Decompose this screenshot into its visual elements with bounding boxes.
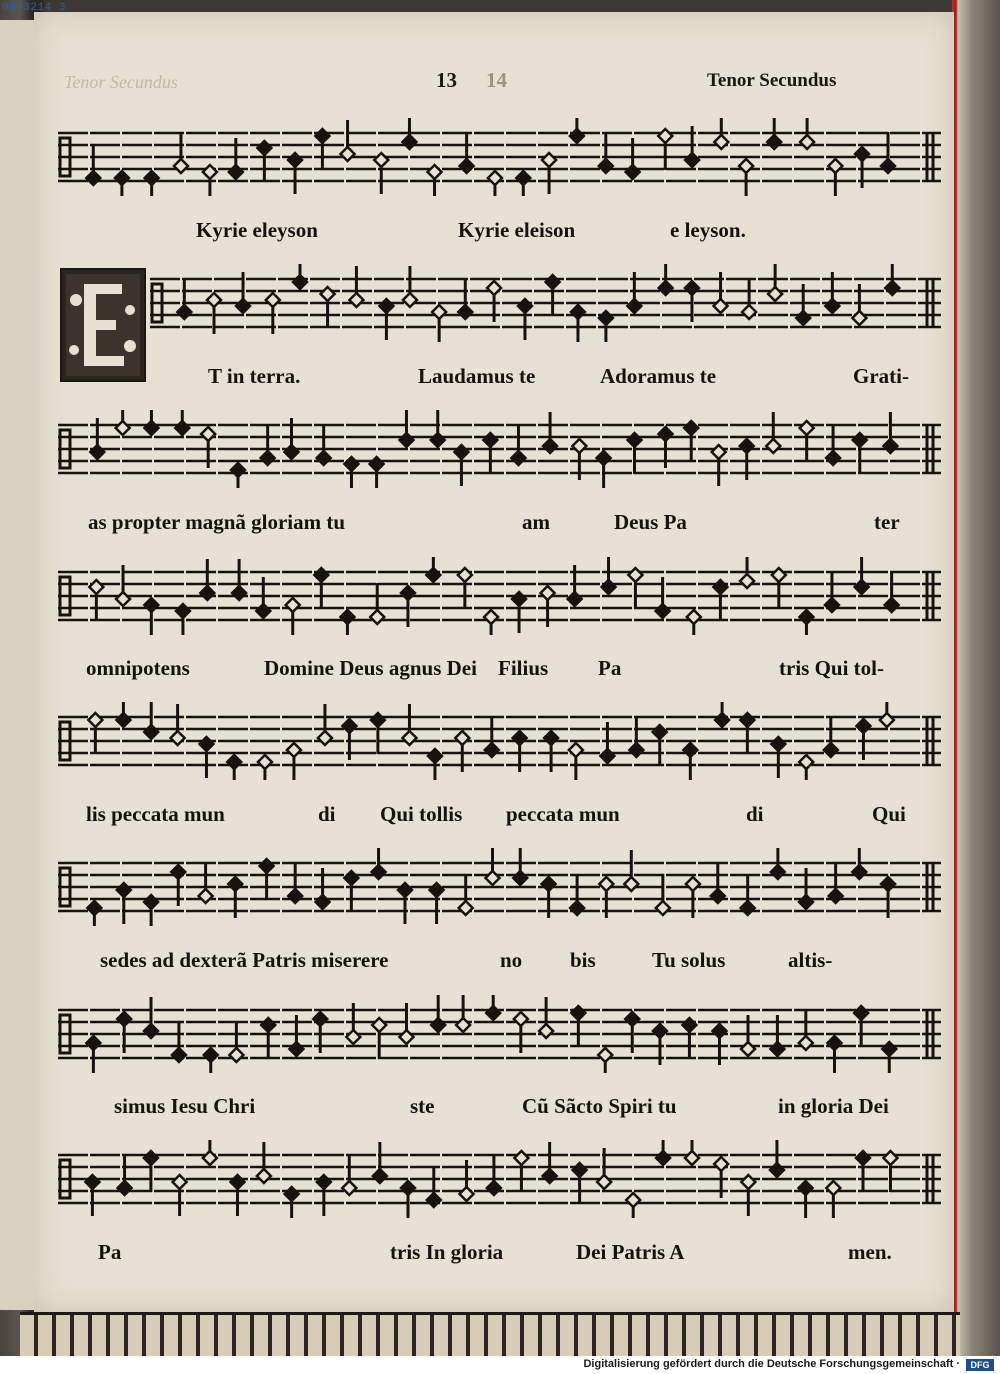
note-glyph [883, 1151, 897, 1192]
lyric-text: ter [874, 510, 900, 534]
note-glyph [229, 1021, 243, 1062]
note-glyph [89, 580, 103, 621]
note-glyph [599, 132, 613, 173]
note-glyph [199, 862, 213, 903]
note-glyph [683, 743, 697, 780]
lyric-text: Dei Patris A [576, 1240, 685, 1264]
lyric-text: in gloria Dei [778, 1094, 889, 1118]
note-glyph [512, 592, 526, 633]
note-glyph [200, 559, 214, 600]
music-staff [58, 116, 941, 198]
lyric-text: di [318, 802, 336, 826]
note-glyph [458, 278, 472, 319]
note-glyph [399, 410, 413, 447]
page-bottom-edge [20, 1312, 960, 1359]
note-glyph [511, 424, 525, 465]
lyric-text: tris In gloria [390, 1240, 504, 1264]
note-glyph [828, 159, 842, 196]
note-glyph [341, 120, 355, 161]
lyric-text: lis peccata mun [86, 802, 225, 826]
bleed-through-text: Tenor Secundus [64, 72, 178, 92]
note-glyph [682, 1018, 696, 1059]
note-glyph [86, 144, 100, 185]
note-glyph [460, 132, 474, 173]
note-glyph [454, 445, 468, 486]
music-staff [58, 555, 941, 637]
note-glyph [372, 1018, 386, 1059]
note-glyph [800, 421, 814, 462]
note-glyph [342, 1154, 356, 1195]
note-glyph [321, 287, 335, 328]
note-glyph [340, 610, 354, 635]
note-glyph [459, 874, 473, 915]
note-glyph [373, 1142, 387, 1183]
decorated-initial [60, 268, 146, 382]
note-glyph [516, 171, 530, 196]
note-glyph [602, 557, 616, 594]
lyric-text: e leyson. [670, 218, 746, 242]
note-glyph [598, 1048, 612, 1073]
note-glyph [881, 132, 895, 173]
note-glyph [739, 159, 753, 196]
note-glyph [826, 424, 840, 465]
note-glyph [227, 755, 241, 780]
note-glyph [485, 716, 499, 757]
note-glyph [624, 850, 638, 891]
note-glyph [628, 568, 642, 609]
note-glyph [569, 743, 583, 780]
note-glyph [573, 1163, 587, 1204]
note-glyph [288, 153, 302, 194]
note-glyph [379, 299, 393, 340]
note-glyph [742, 278, 756, 319]
note-glyph [344, 871, 358, 912]
lyric-text: am [522, 510, 550, 534]
note-glyph [486, 995, 500, 1020]
note-glyph [766, 412, 780, 453]
note-glyph [627, 433, 641, 474]
note-glyph [118, 1154, 132, 1195]
note-glyph [825, 571, 839, 612]
note-glyph [513, 848, 527, 885]
music-staff [150, 262, 941, 344]
note-glyph [432, 305, 446, 342]
note-glyph [203, 1140, 217, 1165]
note-glyph [85, 1175, 99, 1216]
note-glyph [626, 1193, 640, 1218]
note-glyph [116, 702, 130, 727]
note-glyph [883, 412, 897, 453]
note-glyph [853, 433, 867, 474]
lyric-text: no [500, 948, 523, 972]
lyric-text: Pa [598, 656, 622, 680]
note-glyph [144, 997, 158, 1038]
note-glyph [257, 1142, 271, 1183]
note-glyph [542, 153, 556, 194]
lyric-text: Pa [98, 1240, 122, 1264]
note-glyph [293, 264, 307, 289]
note-glyph [458, 568, 472, 609]
note-glyph [116, 410, 130, 435]
note-glyph [597, 451, 611, 488]
note-glyph [770, 1140, 784, 1177]
dfg-logo: DFG [966, 1359, 994, 1371]
note-glyph [456, 995, 470, 1032]
lyric-text: bis [570, 948, 596, 972]
lyric-text: Qui tollis [380, 802, 463, 826]
note-glyph [144, 598, 158, 635]
page-number-right: 14 [486, 68, 507, 92]
note-glyph [687, 610, 701, 635]
note-glyph [87, 901, 101, 926]
music-staff [58, 700, 941, 782]
note-glyph [318, 704, 332, 745]
note-glyph [370, 583, 384, 624]
note-glyph [172, 1021, 186, 1062]
note-glyph [799, 755, 813, 780]
note-glyph [485, 848, 499, 885]
lyric-text: tris Qui tol- [779, 656, 884, 680]
note-glyph [401, 1181, 415, 1218]
note-glyph [799, 610, 813, 635]
note-glyph [431, 995, 445, 1032]
note-glyph [880, 702, 894, 727]
music-staff [58, 408, 941, 490]
note-glyph [257, 141, 271, 182]
note-glyph [427, 1166, 441, 1207]
lyric-text: as propter magnã gloriam tu [88, 510, 346, 534]
note-glyph [570, 118, 584, 143]
note-glyph [315, 129, 329, 170]
lyric-text: ste [410, 1094, 435, 1118]
lyric-text: Domine Deus agnus Dei [264, 656, 477, 680]
note-glyph [711, 862, 725, 903]
note-glyph [287, 743, 301, 780]
note-glyph [543, 1142, 557, 1183]
note-glyph [288, 862, 302, 903]
note-glyph [658, 129, 672, 170]
note-glyph [539, 997, 553, 1038]
note-glyph [349, 266, 363, 307]
note-glyph [713, 580, 727, 621]
note-glyph [402, 704, 416, 745]
lyric-text: Filius [498, 656, 549, 680]
note-glyph [799, 1009, 813, 1050]
note-glyph [258, 755, 272, 780]
note-glyph [230, 1175, 244, 1216]
note-glyph [799, 1181, 813, 1218]
note-glyph [653, 725, 667, 766]
note-glyph [483, 433, 497, 474]
note-glyph [398, 883, 412, 924]
lyric-text: peccata mun [506, 802, 620, 826]
note-glyph [856, 1151, 870, 1192]
lyric-text: men. [848, 1240, 892, 1264]
note-glyph [629, 716, 643, 757]
lyric-text: di [746, 802, 764, 826]
note-glyph [199, 737, 213, 778]
lyric-text: Kyrie eleison [458, 218, 576, 242]
note-glyph [144, 1151, 158, 1192]
note-glyph [115, 171, 129, 196]
note-glyph [371, 713, 385, 754]
note-glyph [261, 1018, 275, 1059]
funding-credit: Digitalisierung gefördert durch die Deutsche Forschungsgemeinschaft · [583, 1358, 960, 1370]
note-glyph [518, 299, 532, 340]
note-glyph [827, 1036, 841, 1073]
note-glyph [543, 412, 557, 453]
note-glyph [685, 1140, 699, 1165]
note-glyph [426, 557, 440, 582]
note-glyph [571, 1006, 585, 1047]
note-glyph [740, 713, 754, 754]
lyric-text: T in terra. [208, 364, 301, 388]
note-glyph [656, 874, 670, 915]
note-glyph [231, 463, 245, 488]
lyric-text: simus Iesu Chri [114, 1094, 256, 1118]
note-glyph [571, 305, 585, 342]
note-glyph [173, 1175, 187, 1216]
note-glyph [826, 1181, 840, 1218]
lyric-text: Grati- [853, 364, 909, 388]
lyric-text: Kyrie eleyson [196, 218, 318, 242]
shelfmark-label: 0003214 3 [2, 2, 66, 14]
lyric-text: sedes ad dexterã Patris miserere [100, 948, 389, 972]
note-glyph [430, 883, 444, 924]
note-glyph [712, 445, 726, 486]
note-glyph [317, 1175, 331, 1216]
note-glyph [86, 1036, 100, 1073]
note-glyph [144, 410, 158, 435]
note-glyph [431, 410, 445, 447]
note-glyph [741, 1175, 755, 1216]
note-glyph [715, 702, 729, 727]
note-glyph [260, 859, 274, 900]
note-glyph [314, 568, 328, 609]
note-glyph [317, 424, 331, 465]
music-staff [58, 1138, 941, 1220]
note-glyph [175, 410, 189, 435]
note-glyph [171, 704, 185, 745]
note-glyph [374, 153, 388, 194]
lyric-text: altis- [788, 948, 833, 972]
lyric-text: Adoramus te [600, 364, 717, 388]
note-glyph [546, 275, 560, 316]
note-glyph [741, 874, 755, 915]
note-glyph [286, 598, 300, 635]
note-glyph [204, 1048, 218, 1073]
note-glyph [488, 171, 502, 196]
note-glyph [117, 883, 131, 924]
note-glyph [854, 1006, 868, 1047]
music-staff [58, 846, 941, 928]
note-glyph [403, 266, 417, 307]
note-glyph [232, 559, 246, 600]
book-cover-edge [952, 0, 1000, 1374]
lyric-text: Laudamus te [418, 364, 536, 388]
note-glyph [824, 716, 838, 757]
note-glyph [771, 737, 785, 778]
lyric-text: Deus Pa [614, 510, 687, 534]
lyric-text: Qui [872, 802, 906, 826]
note-glyph [684, 421, 698, 462]
note-glyph [514, 1151, 528, 1192]
lyric-text: Cũ Sãcto Spiri tu [522, 1094, 677, 1118]
note-glyph [829, 862, 843, 903]
music-staff [58, 993, 941, 1075]
note-glyph [145, 171, 159, 196]
lyric-text: Tu solus [652, 948, 726, 972]
voice-part-title: Tenor Secundus [707, 70, 837, 91]
note-glyph [88, 713, 102, 754]
note-glyph [177, 278, 191, 319]
note-glyph [885, 571, 899, 612]
lyric-text: omnipotens [86, 656, 190, 680]
note-glyph [144, 702, 158, 739]
note-glyph [772, 568, 786, 609]
note-glyph [174, 132, 188, 173]
note-glyph [656, 1140, 670, 1165]
note-glyph [484, 610, 498, 635]
note-glyph [261, 424, 275, 465]
page-number-left: 13 [436, 68, 457, 92]
note-glyph [570, 874, 584, 915]
note-glyph [855, 557, 869, 594]
note-glyph [768, 264, 782, 301]
note-glyph [487, 1154, 501, 1195]
